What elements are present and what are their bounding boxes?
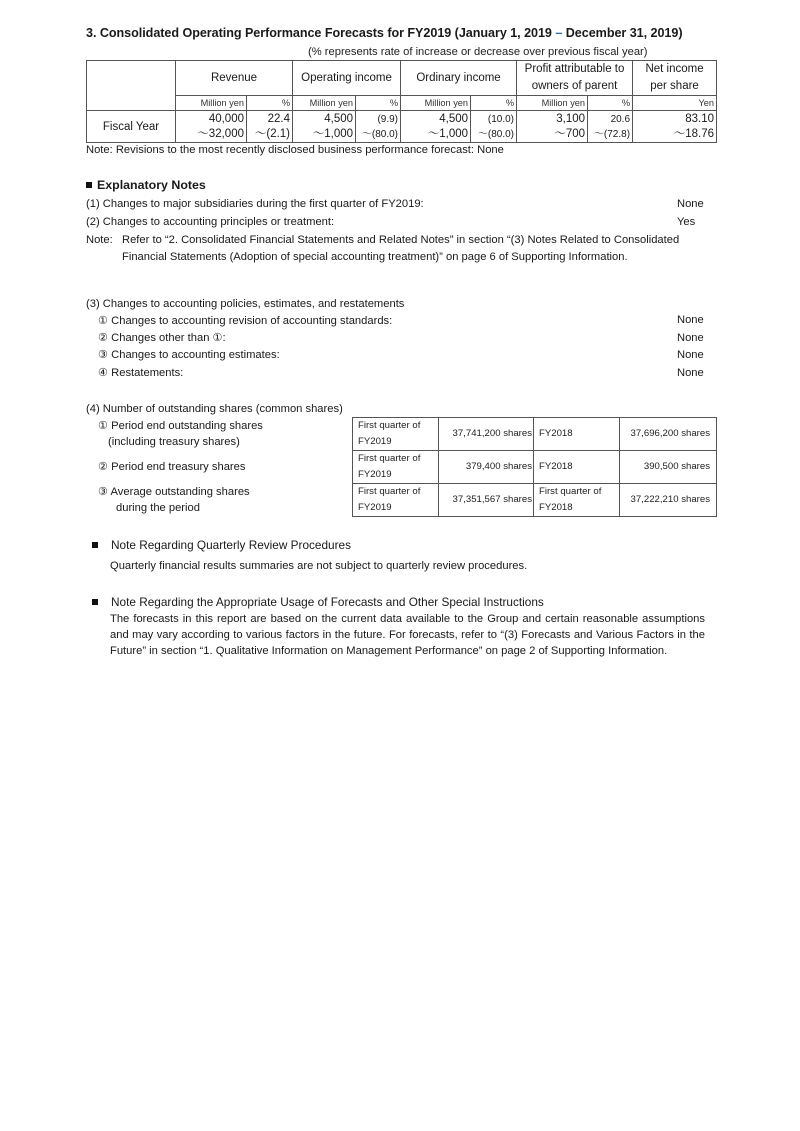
- accounting-note: [86, 232, 686, 265]
- header-eps: Net income per share: [633, 61, 717, 96]
- units-row: [87, 96, 717, 111]
- unit-cell: %: [471, 96, 517, 111]
- square-bullet-icon: [92, 599, 98, 605]
- period-cell: FY2018: [534, 418, 620, 451]
- shares-row-1-label: ① Period end outstanding shares: [98, 420, 263, 432]
- review-note-text: Quarterly financial results summaries are not subject to quarterly review procedures.: [110, 560, 528, 572]
- shares-row: [353, 484, 717, 517]
- profit-owners-pct: 20.6 ～(72.8): [588, 111, 633, 143]
- title-text-end: December 31, 2019): [562, 26, 683, 40]
- title-dash: –: [555, 26, 563, 40]
- unit-cell: Million yen: [293, 96, 356, 111]
- header-revenue: Revenue: [176, 61, 293, 96]
- eps-value: 83.10 ～18.76: [633, 111, 717, 143]
- percent-note: (% represents rate of increase or decrease over previous fiscal year): [308, 46, 648, 58]
- shares-value: 390,500 shares: [620, 451, 717, 484]
- unit-cell: Million yen: [517, 96, 588, 111]
- period-cell: First quarter of FY2018: [534, 484, 620, 517]
- shares-row: [353, 451, 717, 484]
- unit-cell: Yen: [633, 96, 717, 111]
- period-cell: FY2018: [534, 451, 620, 484]
- revenue-pct: 22.4 ～(2.1): [247, 111, 293, 143]
- profit-owners-value: 3,100 ～700: [517, 111, 588, 143]
- item-2-label: (2) Changes to accounting principles or treatment:: [86, 216, 335, 228]
- ordinary-income-pct: (10.0) ～(80.0): [471, 111, 517, 143]
- revenue-value: 40,000 ～32,000: [176, 111, 247, 143]
- revision-note: Note: Revisions to the most recently disclosed business performance forecast: None: [86, 144, 504, 156]
- header-row: [87, 61, 717, 96]
- square-bullet-icon: [86, 182, 92, 188]
- unit-cell: %: [588, 96, 633, 111]
- period-cell: First quarter of FY2019: [353, 484, 439, 517]
- item-3-label: (3) Changes to accounting policies, estimates, and restatements: [86, 298, 405, 310]
- shares-table: [352, 417, 717, 517]
- note-label: Note:: [86, 234, 113, 246]
- item-3-sub-2: ② Changes other than ①:: [98, 332, 226, 344]
- period-cell: First quarter of FY2019: [353, 451, 439, 484]
- shares-value: 37,696,200 shares: [620, 418, 717, 451]
- item-1-label: (1) Changes to major subsidiaries during the first quarter of FY2019:: [86, 198, 424, 210]
- unit-cell: %: [356, 96, 401, 111]
- item-3-sub-4: ④ Restatements:: [98, 367, 184, 379]
- shares-value: 37,741,200 shares: [439, 418, 534, 451]
- item-4-label: (4) Number of outstanding shares (common shares): [86, 403, 343, 415]
- unit-cell: %: [247, 96, 293, 111]
- item-3-sub-1: ① Changes to accounting revision of accounting standards:: [98, 315, 393, 327]
- item-1-value: None: [677, 198, 704, 210]
- shares-row-3-sublabel: during the period: [116, 502, 200, 514]
- shares-row: [353, 418, 717, 451]
- header-profit-owners: Profit attributable to owners of parent: [517, 61, 633, 96]
- forecast-usage-text: The forecasts in this report are based on the current data available to the Group and certain reasonable assumptions and may vary according to various factors in the future. For forecasts, refer to “(3) Forecasts and Various Factors in the Future” in section “1. Qualitative Information on Management Performance” on page 2 of Supporting Information.: [110, 613, 705, 657]
- period-cell: First quarter of FY2019: [353, 418, 439, 451]
- forecast-table: [86, 60, 717, 143]
- item-3-sub-1-value: None: [677, 314, 704, 326]
- operating-income-pct: (9.9) ～(80.0): [356, 111, 401, 143]
- shares-value: 37,351,567 shares: [439, 484, 534, 517]
- corner-cell: [87, 61, 176, 111]
- title-text: 3. Consolidated Operating Performance Forecasts for FY2019 (January 1, 2019: [86, 26, 556, 40]
- square-bullet-icon: [92, 542, 98, 548]
- ordinary-income-value: 4,500 ～1,000: [401, 111, 471, 143]
- shares-row-1-sublabel: (including treasury shares): [108, 436, 240, 448]
- shares-row-3-label: ③ Average outstanding shares: [98, 486, 250, 498]
- item-2-value: Yes: [677, 216, 696, 228]
- shares-value: 37,222,210 shares: [620, 484, 717, 517]
- shares-row-2-label: ② Period end treasury shares: [98, 461, 246, 473]
- unit-cell: Million yen: [401, 96, 471, 111]
- forecast-usage-heading: Note Regarding the Appropriate Usage of Forecasts and Other Special Instructions: [92, 595, 544, 609]
- shares-value: 379,400 shares: [439, 451, 534, 484]
- review-note-heading: Note Regarding Quarterly Review Procedures: [92, 538, 351, 552]
- explanatory-notes-heading: Explanatory Notes: [86, 178, 206, 192]
- operating-income-value: 4,500 ～1,000: [293, 111, 356, 143]
- section-title: [86, 26, 682, 40]
- fiscal-year-row: [87, 111, 717, 143]
- item-3-sub-2-value: None: [677, 332, 704, 344]
- note-body: Refer to “2. Consolidated Financial Statements and Related Notes” in section “(3) Notes Related to Consolidated Financial Statements (Adoption of special accounting treatment)” on page 6 of Supporting Information.: [122, 234, 680, 263]
- header-ordinary-income: Ordinary income: [401, 61, 517, 96]
- unit-cell: Million yen: [176, 96, 247, 111]
- header-operating-income: Operating income: [293, 61, 401, 96]
- row-label-fiscal-year: Fiscal Year: [87, 111, 176, 143]
- item-3-sub-3-value: None: [677, 349, 704, 361]
- item-3-sub-4-value: None: [677, 367, 704, 379]
- item-3-sub-3: ③ Changes to accounting estimates:: [98, 349, 280, 361]
